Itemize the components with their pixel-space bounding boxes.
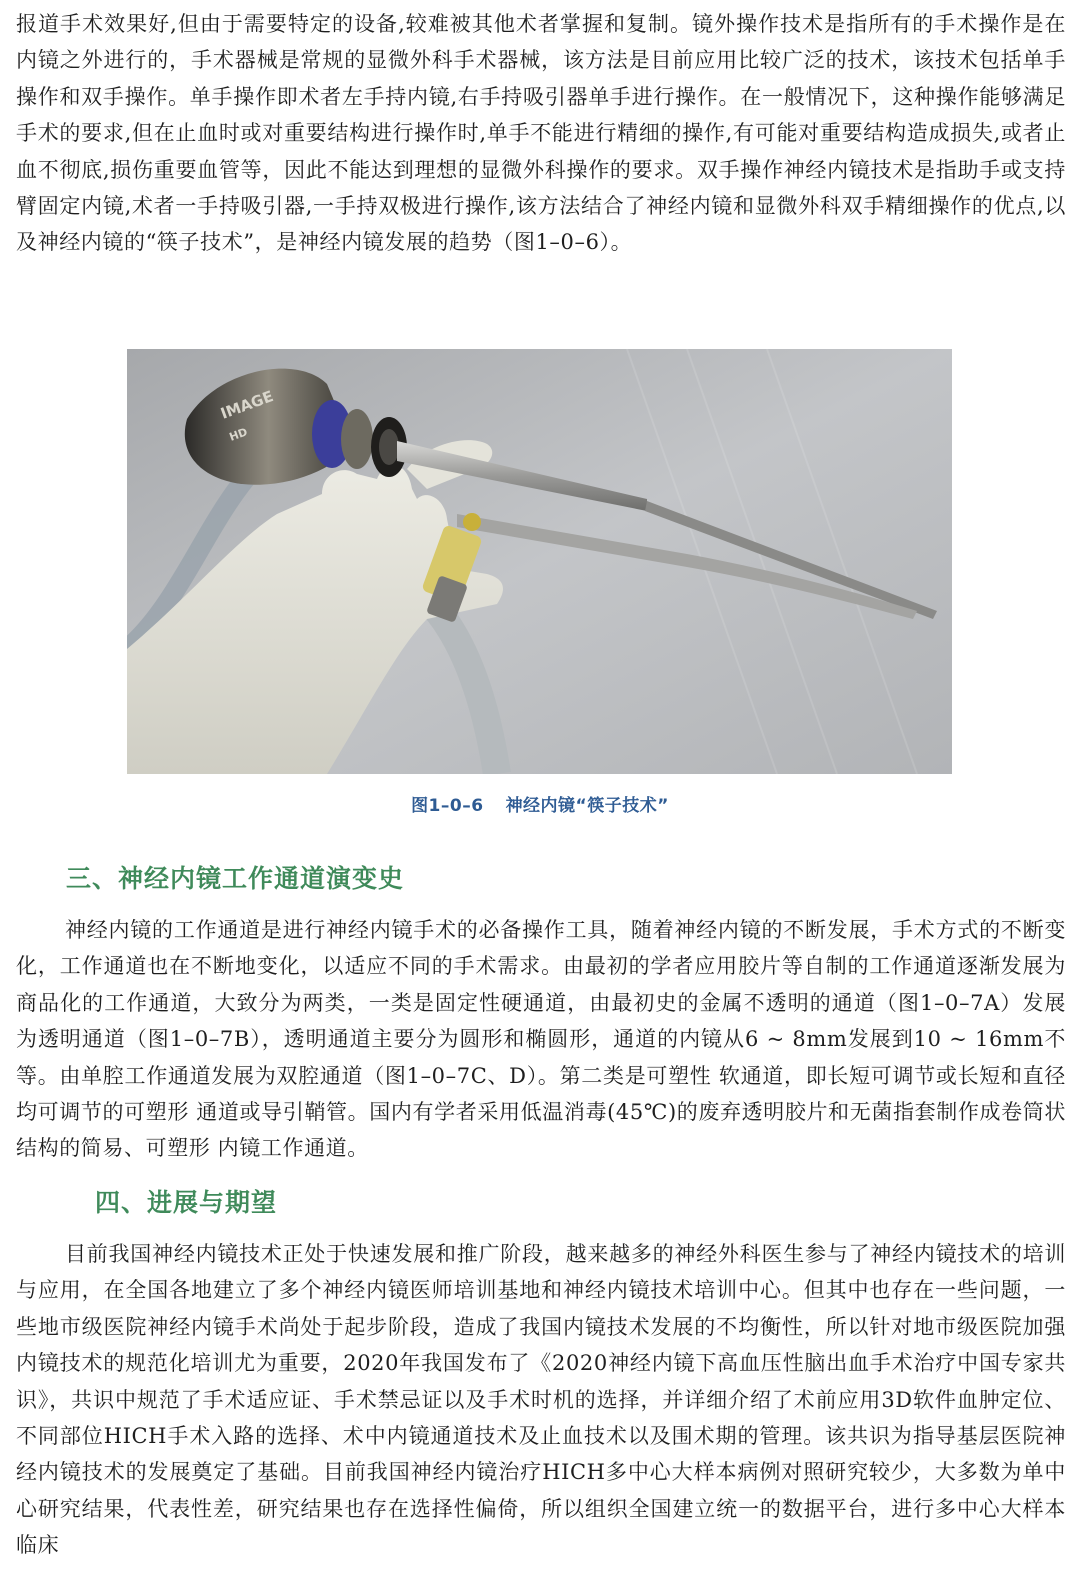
body-paragraph-3: 目前我国神经内镜技术正处于快速发展和推广阶段，越来越多的神经外科医生参与了神经内镜技术的培训与应用，在全国各地建立了多个神经内镜医师培训基地和神经内镜技术培训中心。但其中也存在一些问题，一些地市级医院神经内镜手术尚处于起步阶段，造成了我国内镜技术发展的不均衡性，所以针对地市级医院加强内镜技术的规范化培训尤为重要，2020年我国发布了《2020神经内镜下高血压性脑出血手术治疗中国专家共识》，共识中规范了手术适应证、手术禁忌证以及手术时机的选择，并详细介绍了术前应用3D软件血肿定位、不同部位HICH手术入路的选择、术中内镜通道技术及止血技术以及围术期的管理。该共识为指导基层医院神经内镜技术的发展奠定了基础。目前我国神经内镜治疗HICH多中心大样本病例对照研究较少，大多数为单中心研究结果，代表性差，研究结果也存在选择性偏倚，所以组织全国建立统一的数据平台，进行多中心大样本临床: [16, 1242, 1066, 1558]
section-heading-3: 三、神经内镜工作通道演变史: [66, 864, 405, 893]
scope-model-label: HD: [227, 425, 250, 444]
figure-caption: [0, 791, 1080, 816]
endoscope-photo-illustration: [127, 349, 952, 774]
body-paragraph-2: 神经内镜的工作通道是进行神经内镜手术的必备操作工具，随着神经内镜的不断发展，手术方式的不断变化，工作通道也在不断地变化，以适应不同的手术需求。由最初的学者应用胶片等自制的工作通道逐渐发展为商品化的工作通道，大致分为两类，一类是固定性硬通道，由最初史的金属不透明的通道（图1–0–7A）发展为透明通道（图1–0–7B），透明通道主要分为圆形和椭圆形，通道的内镜从6 ~ 8mm发展到10 ~ 16mm不等。由单腔工作通道发展为双腔通道（图1–0–7C、D）。第二类是可塑性 软通道，即长短可调节或长短和直径均可调节的可塑形 通道或导引鞘管。国内有学者采用低温消毒(45℃)的废弃透明胶片和无菌指套制作成卷筒状结构的简易、可塑形 内镜工作通道。: [16, 918, 1066, 1161]
figure-1-0-6-photo: [127, 349, 952, 774]
section-heading-4: 四、进展与期望: [95, 1188, 278, 1217]
scope-brand-label: IMAGE: [218, 387, 276, 423]
body-paragraph-1: 报道手术效果好,但由于需要特定的设备,较难被其他术者掌握和复制。镜外操作技术是指所有的手术操作是在内镜之外进行的，手术器械是常规的显微外科手术器械，该方法是目前应用比较广泛的技术，该技术包括单手操作和双手操作。单手操作即术者左手持内镜,右手持吸引器单手进行操作。在一般情况下，这种操作能够满足手术的要求,但在止血时或对重要结构进行操作时,单手不能进行精细的操作,有可能对重要结构造成损失,或者止血不彻底,损伤重要血管等，因此不能达到理想的显微外科操作的要求。双手操作神经内镜技术是指助手或支持臂固定内镜,术者一手持吸引器,一手持双极进行操作,该方法结合了神经内镜和显微外科双手精细操作的优点,以及神经内镜的“筷子技术”，是神经内镜发展的趋势（图1–0–6）。: [16, 12, 1066, 255]
figure-title: 神经内镜“筷子技术”: [505, 796, 669, 816]
figure-number: 图1–0–6: [411, 796, 484, 816]
